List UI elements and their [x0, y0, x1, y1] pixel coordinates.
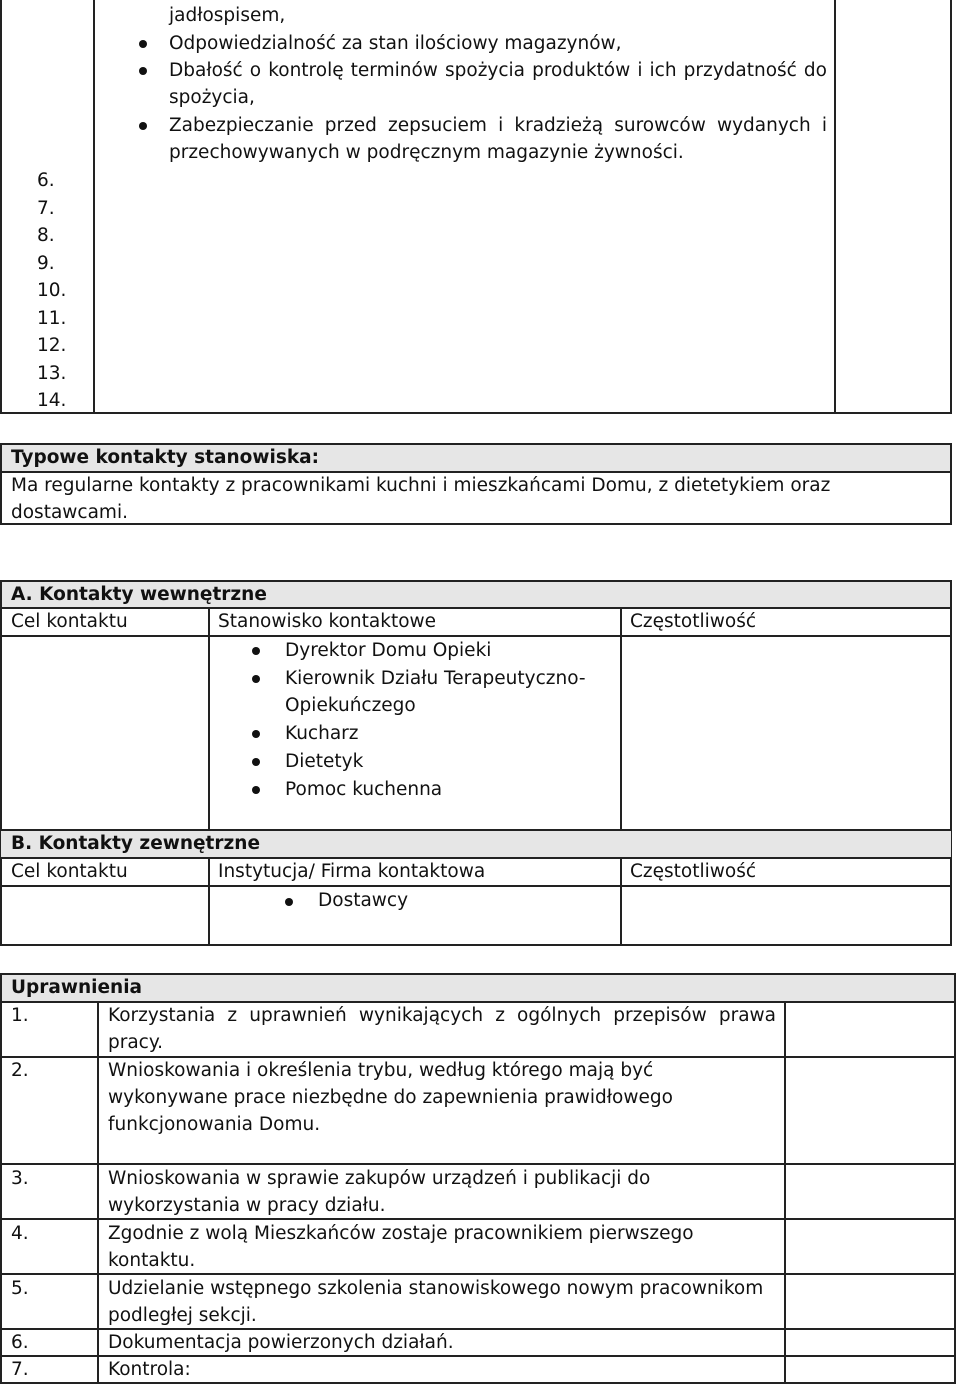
permission-number: 3. [11, 1168, 29, 1189]
contacts-col-divider [208, 607, 210, 829]
row-number: 11. [37, 308, 67, 329]
permission-number: 5. [11, 1278, 29, 1299]
bullet-icon [252, 730, 260, 738]
contact-position: Dietetyk [285, 751, 364, 772]
duty-item: Odpowiedzialność za stan ilościowy magazynów, [169, 33, 622, 54]
permission-text: Zgodnie z wolą Mieszkańców zostaje pracownikiem pierwszego kontaktu. [108, 1223, 694, 1271]
contacts-divider [0, 885, 952, 887]
col-frequency-header: Częstotliwość [630, 611, 757, 632]
permissions-col-divider [97, 1001, 99, 1384]
permission-text: Wnioskowania w sprawie zakupów urządzeń i publikacji do wykorzystania w pracy działu. [108, 1168, 651, 1216]
contact-position: Kucharz [285, 723, 359, 744]
col-institution-header: Instytucja/ Firma kontaktowa [218, 861, 486, 882]
bullet-icon [252, 675, 260, 683]
permission-number: 2. [11, 1060, 29, 1081]
internal-contacts-heading: A. Kontakty wewnętrzne [11, 584, 267, 605]
permission-text: Kontrola: [108, 1359, 191, 1380]
row-number: 6. [37, 170, 55, 191]
col-purpose-header: Cel kontaktu [11, 611, 128, 632]
bullet-icon [252, 786, 260, 794]
row-number: 7. [37, 198, 55, 219]
permission-number: 7. [11, 1359, 29, 1380]
row-number: 12. [37, 335, 67, 356]
typical-contacts-text: Ma regularne kontakty z pracownikami kuchni i mieszkańcami Domu, z dietetykiem oraz dostawcami. [11, 475, 831, 523]
bullet-icon [139, 67, 147, 75]
permission-number: 1. [11, 1005, 29, 1026]
contact-position: Dyrektor Domu Opieki [285, 640, 492, 661]
contacts-col-divider [208, 857, 210, 946]
permission-text: Dokumentacja powierzonych działań. [108, 1332, 454, 1353]
bullet-icon [139, 122, 147, 130]
permission-number: 6. [11, 1332, 29, 1353]
duty-item: Zabezpieczanie przed zepsuciem i kradzieżą surowców wydanych i przechowywanych w podręcznym magazynie żywności. [169, 115, 827, 163]
bullet-icon [139, 40, 147, 48]
row-number: 8. [37, 225, 55, 246]
contact-position: Kierownik Działu Terapeutyczno-Opiekuńczego [285, 668, 586, 716]
col-frequency-header: Częstotliwość [630, 861, 757, 882]
duties-table-divider-right [834, 0, 836, 414]
col-purpose-header: Cel kontaktu [11, 861, 128, 882]
duty-item: Dbałość o kontrolę terminów spożycia produktów i ich przydatność do spożycia, [169, 60, 827, 108]
permissions-col-divider [784, 1001, 786, 1384]
permission-number: 4. [11, 1223, 29, 1244]
duties-table-divider-left [93, 0, 95, 414]
permission-text: Korzystania z uprawnień wynikających z ogólnych przepisów prawa pracy. [108, 1005, 776, 1053]
row-number: 14. [37, 390, 67, 411]
continuation-line: jadłospisem, [169, 5, 286, 26]
bullet-icon [252, 647, 260, 655]
permission-text: Udzielanie wstępnego szkolenia stanowiskowego nowym pracownikom podległej sekcji. [108, 1278, 764, 1326]
bullet-icon [285, 898, 293, 906]
external-contacts-heading: B. Kontakty zewnętrzne [11, 833, 261, 854]
row-number: 13. [37, 363, 67, 384]
permission-text: Wnioskowania i określenia trybu, według którego mają być wykonywane prace niezbędne do zapewnienia prawidłowego funkcjonowania Domu. [108, 1060, 673, 1135]
typical-contacts-heading: Typowe kontakty stanowiska: [11, 447, 320, 468]
permissions-heading: Uprawnienia [11, 977, 143, 998]
row-number: 9. [37, 253, 55, 274]
contact-position: Pomoc kuchenna [285, 779, 443, 800]
contact-institution: Dostawcy [318, 890, 409, 911]
contacts-col-divider [620, 607, 622, 829]
bullet-icon [252, 758, 260, 766]
contacts-col-divider [620, 857, 622, 946]
col-position-header: Stanowisko kontaktowe [218, 611, 437, 632]
row-number: 10. [37, 280, 67, 301]
